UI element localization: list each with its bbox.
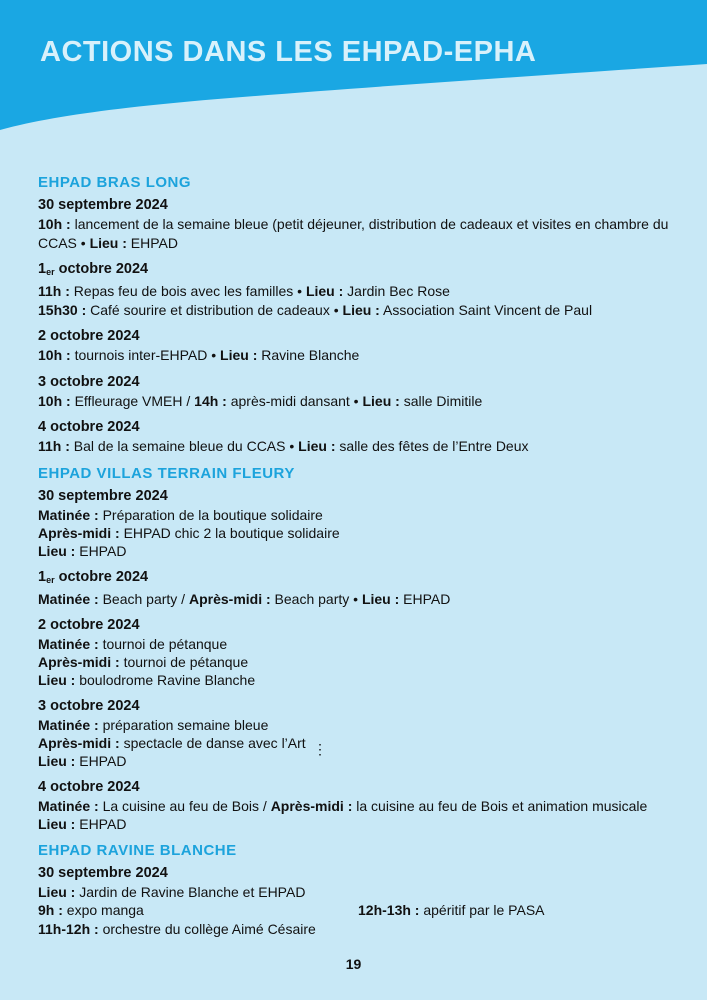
line-text: EHPAD (75, 542, 127, 559)
date-heading (38, 616, 678, 635)
line-text: Café sourire et distribution de cadeaux • (86, 301, 343, 318)
ehpad-section (38, 173, 678, 456)
line-text: la cuisine au feu de Bois et animation musicale (352, 797, 648, 814)
bold-label: 10h : (38, 347, 71, 363)
date-heading (38, 487, 678, 506)
line-text: tournois inter-EHPAD • (70, 347, 221, 363)
line-text: EHPAD (75, 752, 127, 769)
bold-label: Lieu : (305, 283, 344, 299)
bold-label: 11h : (38, 283, 70, 299)
schedule-column (38, 901, 358, 938)
section-title: EHPAD VILLAS TERRAIN FLEURY (38, 464, 295, 482)
bold-label: Lieu : (38, 671, 76, 688)
bold-label: 11h-12h : (38, 920, 99, 937)
section-title: EHPAD BRAS LONG (38, 174, 192, 191)
program-line (38, 815, 678, 833)
line-text: Jardin Bec Rose (343, 283, 450, 299)
line-text: Repas feu de bois avec les familles • (69, 283, 306, 299)
program-line (38, 346, 678, 365)
bold-label: Après-midi : (38, 734, 120, 751)
program-line (38, 215, 678, 252)
bold-label: Lieu : (342, 301, 380, 318)
date-heading (38, 697, 678, 716)
bold-label: Après-midi : (38, 653, 120, 670)
line-text: Bal de la semaine bleue du CCAS • (69, 438, 299, 454)
day-block (38, 568, 678, 608)
date-ordinal-suffix: er (46, 574, 55, 585)
page-title: ACTIONS DANS LES EHPAD-EPHA (40, 36, 537, 68)
bold-label: 11h : (38, 438, 70, 454)
bold-label: Lieu : (362, 392, 400, 409)
date-ordinal-suffix: er (46, 267, 55, 277)
program-line (38, 920, 358, 939)
program-line (38, 635, 678, 653)
day-block (38, 864, 678, 939)
program-line (38, 734, 678, 757)
date-heading (38, 196, 678, 215)
day-block (38, 327, 678, 365)
ehpad-section (38, 841, 678, 939)
day-block (38, 778, 678, 833)
program-line (38, 506, 678, 524)
program-line (38, 752, 678, 770)
date-heading (38, 327, 678, 346)
bold-label: 10h : (38, 216, 71, 232)
line-text: Préparation de la boutique solidaire (98, 506, 323, 523)
bold-label: 14h : (194, 392, 227, 409)
date-text: 30 septembre 2024 (38, 864, 168, 881)
line-text: Ravine Blanche (257, 347, 360, 363)
line-text: Effleurage VMEH / (70, 392, 195, 409)
line-text: La cuisine au feu de Bois / (98, 797, 271, 814)
program-line (38, 301, 678, 320)
program-line (358, 901, 678, 920)
program-line (38, 524, 678, 542)
bold-label: Lieu : (38, 883, 76, 900)
bold-label: Matinée : (38, 797, 99, 814)
date-heading (38, 568, 678, 590)
program-line (38, 883, 678, 902)
bold-label: Matinée : (38, 716, 99, 733)
bold-label: Matinée : (38, 590, 99, 607)
program-line (38, 590, 678, 608)
bold-label: Après-midi : (38, 524, 120, 541)
day-block (38, 373, 678, 411)
date-text: 3 octobre 2024 (38, 373, 140, 390)
line-text: tournoi de pétanque (98, 635, 228, 652)
program-line (38, 653, 678, 671)
line-text: orchestre du collège Aimé Césaire (98, 920, 316, 937)
program-line (38, 797, 678, 815)
program-line (38, 282, 678, 301)
date-heading (38, 418, 678, 437)
line-text: Beach party / (98, 590, 189, 607)
date-text: 2 octobre 2024 (38, 328, 140, 344)
bold-label: 15h30 : (38, 301, 87, 318)
line-text: préparation semaine bleue (98, 716, 269, 733)
date-heading (38, 373, 678, 392)
bold-label: Lieu : (38, 752, 76, 769)
line-text: Association Saint Vincent de Paul (379, 301, 593, 318)
program-line (38, 437, 678, 456)
schedule-column (358, 901, 678, 938)
bold-label: 10h : (38, 392, 71, 409)
line-text: salle des fêtes de l’Entre Deux (335, 438, 529, 454)
program-content (38, 173, 678, 946)
section-title: EHPAD RAVINE BLANCHE (38, 841, 237, 859)
line-text: Beach party • (270, 590, 362, 607)
line-text: après-midi dansant • (226, 392, 363, 409)
line-text: lancement de la semaine bleue (petit déjeuner, distribution de cadeaux et visites en chambre du CCAS • (38, 216, 669, 251)
date-heading (38, 260, 678, 282)
ehpad-section (38, 464, 678, 833)
bold-label: Lieu : (220, 347, 258, 363)
date-text: 4 octobre 2024 (38, 419, 140, 435)
line-text: boulodrome Ravine Blanche (75, 671, 256, 688)
bold-label: Lieu : (38, 542, 76, 559)
bold-label: Lieu : (298, 438, 336, 454)
header-wave-background (0, 0, 707, 140)
bold-label: 12h-13h : (358, 902, 420, 918)
line-text: EHPAD chic 2 la boutique solidaire (119, 524, 340, 541)
line-text: apéritif par le PASA (419, 902, 545, 918)
bold-label: Lieu : (89, 234, 127, 251)
day-block (38, 487, 678, 560)
program-line (38, 392, 678, 411)
bold-label: Matinée : (38, 635, 99, 652)
bold-label: Après-midi : (270, 797, 353, 814)
line-text: EHPAD (75, 815, 127, 832)
line-text: spectacle de danse avec l’Art (119, 734, 306, 751)
day-block (38, 616, 678, 689)
program-line (38, 716, 678, 734)
date-text: 4 octobre 2024 (38, 778, 140, 795)
bold-label: Matinée : (38, 506, 99, 523)
date-text: 30 septembre 2024 (38, 197, 168, 213)
day-block (38, 697, 678, 770)
bold-label: Lieu : (361, 590, 400, 607)
date-number: 1 (38, 568, 47, 585)
day-block (38, 196, 678, 252)
date-text: 30 septembre 2024 (38, 487, 168, 504)
line-text: EHPAD (126, 234, 179, 251)
line-text: Jardin de Ravine Blanche et EHPAD (75, 883, 306, 900)
date-text: octobre 2024 (54, 261, 149, 277)
line-text: salle Dimitile (399, 392, 483, 409)
two-column-schedule (38, 901, 678, 938)
date-text: 3 octobre 2024 (38, 697, 140, 714)
day-block (38, 418, 678, 456)
program-line (38, 542, 678, 560)
date-text: octobre 2024 (54, 568, 149, 585)
date-text: 2 octobre 2024 (38, 616, 140, 633)
date-number: 1 (38, 261, 47, 277)
bold-label: Lieu : (38, 815, 76, 832)
date-heading (38, 778, 678, 797)
line-text: expo manga (62, 902, 144, 918)
day-block (38, 260, 678, 319)
bold-label: 9h : (38, 902, 63, 918)
program-line (38, 671, 678, 689)
continuation-dots: ⋮ (313, 741, 327, 757)
line-text: EHPAD (399, 590, 451, 607)
line-text: tournoi de pétanque (119, 653, 249, 670)
program-line (38, 901, 358, 920)
bold-label: Après-midi : (188, 590, 271, 607)
page-number: 19 (345, 956, 362, 972)
date-heading (38, 864, 678, 883)
